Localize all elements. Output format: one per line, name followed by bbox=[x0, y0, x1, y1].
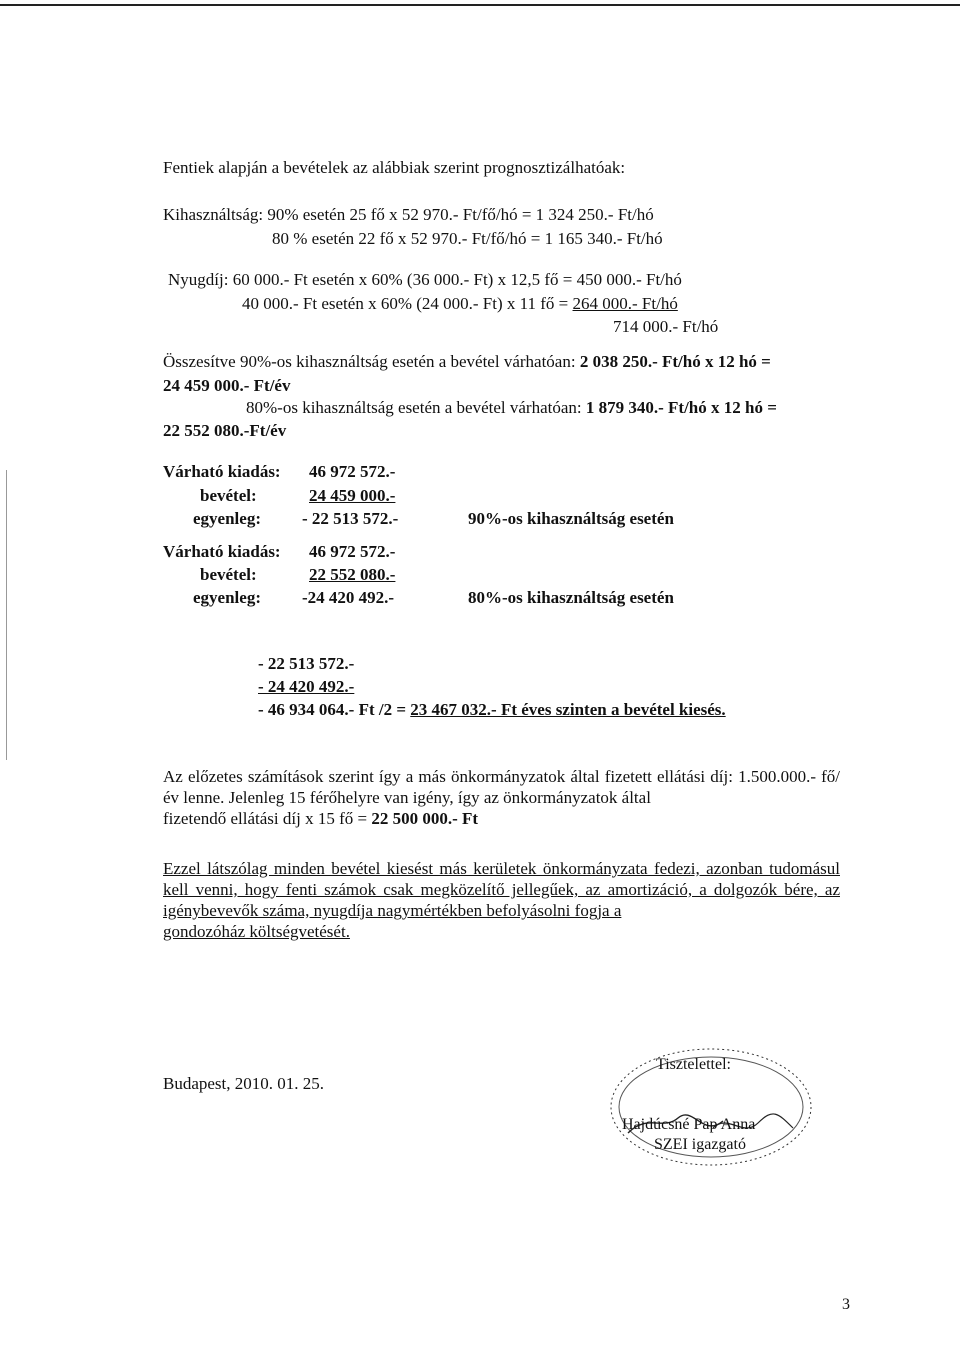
summary-line-3: 80%-os kihasználtság esetén a bevétel várhatóan: 1 879 340.- Ft/hó x 12 hó = bbox=[246, 398, 777, 417]
balance-value-80: -24 420 492.- bbox=[302, 588, 395, 607]
expense-value-80: 46 972 572.- bbox=[309, 542, 396, 561]
pension-line-2-result: 264 000.- Ft/hó bbox=[572, 294, 678, 313]
income-value-90: 24 459 000.- bbox=[309, 486, 396, 505]
pension-line-2: 40 000.- Ft esetén x 60% (24 000.- Ft) x 11 fő = 264 000.- Ft/hó bbox=[242, 294, 678, 313]
summary-line-4: 22 552 080.-Ft/év bbox=[163, 421, 287, 440]
loss-annual-result: 23 467 032.- Ft éves szinten a bevétel kiesés. bbox=[410, 700, 726, 719]
top-border-line bbox=[0, 4, 960, 6]
balance-label-80: egyenleg: bbox=[193, 588, 261, 607]
closing-paragraph: Ezzel látszólag minden bevétel kiesést más kerületek önkormányzata fedezi, azonban tudomásul kell venni, hogy fenti számok csak megközelítő jellegűek, az amortizáció, a dolgozók bére, az igénybevevők száma, nyugdíja nagymértékben befolyásolni fogja a gondozóház költségvetését. bbox=[163, 859, 840, 941]
pension-total: 714 000.- Ft/hó bbox=[613, 317, 719, 336]
summary-line-1: Összesítve 90%-os kihasználtság esetén a bevétel várhatóan: 2 038 250.- Ft/hó x 12 hó = bbox=[163, 352, 771, 371]
loss-line-1: - 22 513 572.- bbox=[258, 654, 355, 673]
signature-stamp bbox=[608, 1043, 820, 1173]
expense-value-90: 46 972 572.- bbox=[309, 462, 396, 481]
stamp-title: SZEI igazgató bbox=[654, 1136, 746, 1153]
expense-label-90: Várható kiadás: bbox=[163, 462, 281, 481]
income-value-80: 22 552 080.- bbox=[309, 565, 396, 584]
stamp-name: Hajdúcsné Pap Anna bbox=[622, 1116, 756, 1133]
balance-value-90: - 22 513 572.- bbox=[302, 509, 399, 528]
loss-line-3: - 46 934 064.- Ft /2 = 23 467 032.- Ft éves szinten a bevétel kiesés. bbox=[258, 700, 726, 719]
income-label-80: bevétel: bbox=[200, 565, 257, 584]
balance-label-90: egyenleg: bbox=[193, 509, 261, 528]
occupancy-line-80: 80 % esetén 22 fő x 52 970.- Ft/fő/hó = 1 165 340.- Ft/hó bbox=[272, 229, 663, 248]
pension-line-1: Nyugdíj: 60 000.- Ft esetén x 60% (36 000.- Ft) x 12,5 fő = 450 000.- Ft/hó bbox=[168, 270, 682, 289]
fee-paragraph: Az előzetes számítások szerint így a más önkormányzatok által fizetett ellátási díj: 1.500.000.- fő/év lenne. Jelenleg 15 férőhelyre van igény, így az önkormányzatok által fizetendő ellátási díj x 15 fő = 22 500 000.- Ft bbox=[163, 767, 840, 828]
place-date: Budapest, 2010. 01. 25. bbox=[163, 1074, 325, 1093]
scan-margin-line bbox=[6, 470, 7, 760]
loss-line-2: - 24 420 492.- bbox=[258, 677, 355, 696]
occupancy-line-90: Kihasználtság: 90% esetén 25 fő x 52 970.- Ft/fő/hó = 1 324 250.- Ft/hó bbox=[163, 205, 654, 224]
income-label-90: bevétel: bbox=[200, 486, 257, 505]
intro-text: Fentiek alapján a bevételek az alábbiak szerint prognosztizálhatóak: bbox=[163, 158, 626, 177]
page-number: 3 bbox=[842, 1296, 850, 1313]
summary-line-2: 24 459 000.- Ft/év bbox=[163, 376, 291, 395]
expense-label-80: Várható kiadás: bbox=[163, 542, 281, 561]
balance-note-90: 90%-os kihasználtság esetén bbox=[468, 509, 674, 528]
balance-note-80: 80%-os kihasználtság esetén bbox=[468, 588, 674, 607]
stamp-greeting: Tisztelettel: bbox=[656, 1056, 731, 1073]
